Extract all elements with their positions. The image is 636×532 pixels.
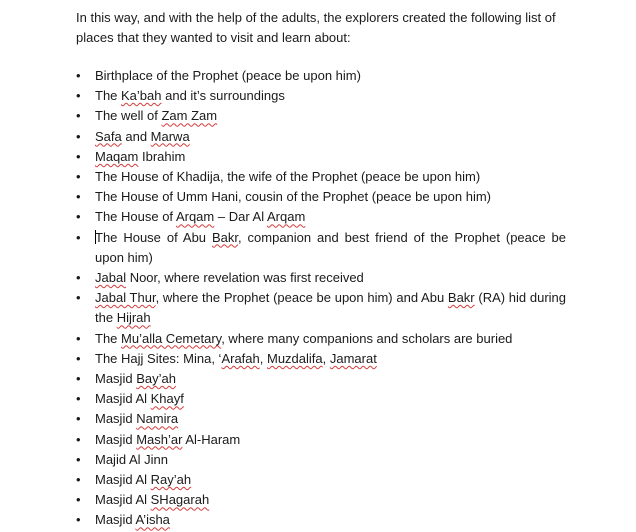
list-item [76,470,566,490]
list-item-text[interactable] [95,129,190,144]
spellcheck-word: Arqam [175,209,215,225]
text-segment: Majid Al Jinn [95,451,168,467]
bullet-icon: • [76,148,81,164]
text-segment: , [322,350,330,366]
spellcheck-word: Bakr [211,229,238,245]
list-item-text[interactable] [95,209,305,224]
intro-paragraph: In this way, and with the help of the adults, the explorers created the following list of places that they wanted to visit and learn about: [76,10,556,45]
text-segment: – Dar Al [214,209,267,225]
spellcheck-word: Ray’ah [150,472,192,488]
text-segment: Masjid Al [95,492,151,508]
bullet-icon: • [76,229,81,245]
places-list [76,66,566,531]
text-segment: The [95,88,122,104]
text-segment: Birthplace of the Prophet (peace be upon him) [95,68,361,83]
bullet-icon: • [76,68,81,83]
text-segment: The [95,330,122,346]
bullet-icon: • [76,88,81,104]
text-segment: Al-Haram [182,431,241,447]
bullet-icon: • [76,108,81,124]
text-segment: and [121,128,151,144]
list-item-text[interactable] [95,108,217,123]
list-item-text[interactable] [95,452,168,467]
list-item-text[interactable] [95,189,491,204]
bullet-icon: • [76,290,81,306]
list-item [76,147,566,167]
list-item [76,167,566,187]
spellcheck-word: Marwa [150,128,190,144]
spellcheck-word: Mu’alla Cemetary [121,330,222,346]
bullet-icon: • [76,472,81,488]
spellcheck-word: Jamarat [329,350,377,366]
list-item-text[interactable] [95,288,566,328]
text-segment: The Hajj Sites: Mina, ‘ [95,350,222,366]
spellcheck-word: SHagarah [150,492,210,508]
text-segment: The House of [95,209,176,225]
list-item-text[interactable] [95,391,184,406]
text-segment: Ibrahim [138,148,186,164]
list-item-text[interactable] [95,169,480,184]
bullet-icon: • [76,431,81,447]
bullet-icon: • [76,451,81,467]
spellcheck-word: A’isha [135,512,170,528]
text-segment: The House of Umm Hani, cousin of the Prophet (peace be upon him) [95,189,491,205]
list-item [76,349,566,369]
spellcheck-word: Muzdalifa [266,350,323,366]
spellcheck-word: Jabal Thur [95,290,156,306]
list-item-text[interactable] [95,492,209,507]
text-segment: and it’s surroundings [161,88,285,104]
bullet-icon: • [76,411,81,427]
text-segment: Masjid [95,411,137,427]
list-item [76,288,566,328]
list-item [76,127,566,147]
spellcheck-word: Arqam [267,209,306,225]
list-item [76,268,566,288]
list-item [76,490,566,510]
list-item [76,187,566,207]
list-item [76,450,566,470]
list-item-text[interactable] [95,512,170,527]
list-item [76,430,566,450]
spellcheck-word: Mash’ar [136,431,183,447]
list-item-text[interactable] [95,88,285,103]
spellcheck-word: Maqam [95,148,139,164]
spellcheck-word: Namira [136,411,179,427]
bullet-icon: • [76,270,81,286]
spellcheck-word: Jabal [95,270,127,286]
spellcheck-word: Bakr [447,290,475,306]
text-segment: Masjid Al [95,472,151,488]
list-item [76,106,566,126]
list-item [76,329,566,349]
list-item [76,207,566,227]
bullet-icon: • [76,391,81,407]
bullet-icon: • [76,209,81,225]
spellcheck-word: Hijrah [116,310,151,326]
bullet-icon: • [76,350,81,366]
text-segment: The House of Khadija, the wife of the Prophet (peace be upon him) [95,169,481,185]
list-item-text[interactable] [95,411,178,426]
text-segment: The well of [95,108,162,124]
spellcheck-word: Khayf [150,391,184,407]
list-item-text[interactable] [95,371,176,386]
bullet-icon: • [76,492,81,508]
bullet-icon: • [76,189,81,205]
list-item [76,86,566,106]
list-item [76,369,566,389]
text-segment: (RA) hid during the [95,290,567,326]
text-segment: Masjid [95,512,136,528]
list-item [76,510,566,530]
text-segment: , companion and best friend of the Prophet (peace be upon him) [95,229,567,265]
bullet-icon: • [76,371,81,387]
spellcheck-word: Safa [95,128,122,144]
list-item-text[interactable] [95,68,361,83]
list-item-text[interactable] [95,228,566,268]
spellcheck-word: Bay’ah [136,371,176,387]
bullet-icon: • [76,169,81,185]
text-segment: , where the Prophet (peace be upon him) and Abu [155,290,448,306]
list-item [76,228,566,268]
list-item-text[interactable] [95,149,185,164]
text-segment: Masjid [95,371,137,387]
bullet-icon: • [76,128,81,144]
text-segment: Noor, where revelation was first received [126,270,364,286]
list-item [76,409,566,429]
list-item-text[interactable] [95,472,191,487]
list-item-text[interactable] [95,270,364,285]
list-item-text[interactable] [95,432,240,447]
spellcheck-word: Arafah [221,350,260,366]
list-item-text[interactable] [95,351,377,366]
bullet-icon: • [76,512,81,528]
bullet-icon: • [76,330,81,346]
text-segment: Masjid Al [95,391,151,407]
list-item [76,389,566,409]
spellcheck-word: Ka’bah [121,88,162,104]
text-segment: Masjid [95,431,137,447]
list-item-text[interactable] [95,331,512,346]
spellcheck-word: Zam Zam [161,108,218,124]
text-segment: , where many companions and scholars are buried [221,330,513,346]
list-item [76,66,566,86]
text-segment: , [259,350,267,366]
text-segment: The House of Abu [95,229,212,245]
